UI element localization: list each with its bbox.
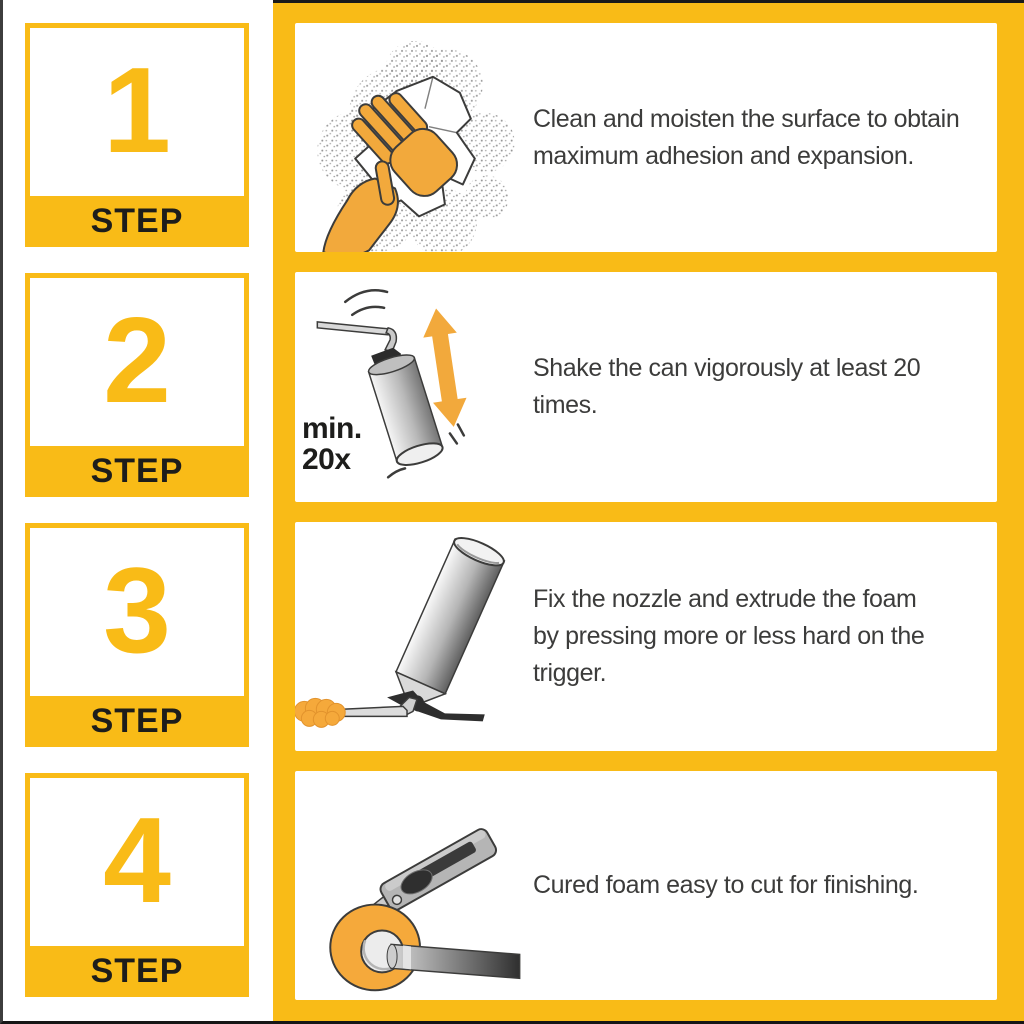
clean-surface-illustration bbox=[295, 23, 535, 252]
step-label-band bbox=[25, 446, 249, 497]
instruction-panel-2 bbox=[295, 272, 997, 501]
extrude-foam-illustration bbox=[295, 522, 535, 751]
step-box-4 bbox=[25, 773, 249, 997]
step-box-2 bbox=[25, 273, 249, 497]
wipe-surface-icon bbox=[295, 23, 535, 252]
instruction-line: times. bbox=[533, 390, 598, 419]
straw-adapter-icon bbox=[317, 322, 388, 335]
min-20x-annotation bbox=[302, 413, 362, 475]
foam-bead-icon bbox=[295, 698, 345, 727]
instruction-line: Cured foam easy to cut for finishing. bbox=[533, 870, 919, 899]
step-label-band bbox=[25, 196, 249, 247]
cut-foam-illustration bbox=[295, 771, 535, 1000]
instruction-column bbox=[273, 0, 1024, 1021]
step-number: 2 bbox=[103, 292, 171, 428]
annotation-20x: 20x bbox=[302, 443, 351, 477]
instruction-text bbox=[533, 350, 920, 424]
step-number: 4 bbox=[103, 792, 171, 928]
instruction-line: Fix the nozzle and extrude the foam bbox=[533, 584, 917, 613]
instruction-line: Clean and moisten the surface to obtain bbox=[533, 104, 960, 133]
step-box-3 bbox=[25, 523, 249, 747]
cut-foam-icon bbox=[295, 771, 535, 1000]
instruction-line: Shake the can vigorously at least 20 bbox=[533, 353, 921, 382]
instruction-line: trigger. bbox=[533, 658, 607, 687]
foam-can-icon bbox=[367, 351, 445, 469]
instruction-panel-3 bbox=[295, 522, 997, 751]
step-label: STEP bbox=[90, 202, 184, 240]
step-label-band bbox=[25, 696, 249, 747]
step-number: 3 bbox=[103, 542, 171, 678]
instruction-text bbox=[533, 581, 924, 692]
step-label: STEP bbox=[90, 952, 184, 990]
instruction-text bbox=[533, 867, 918, 904]
straw-elbow bbox=[385, 328, 396, 352]
step-label: STEP bbox=[90, 702, 184, 740]
foam-gun-icon bbox=[295, 522, 535, 751]
step-label: STEP bbox=[90, 452, 184, 490]
instruction-line: maximum adhesion and expansion. bbox=[533, 141, 914, 170]
step-box-1 bbox=[25, 23, 249, 247]
instruction-panel-1 bbox=[295, 23, 997, 252]
instruction-panel-4 bbox=[295, 771, 997, 1000]
annotation-min: min. bbox=[302, 412, 362, 446]
instruction-line: by pressing more or less hard on the bbox=[533, 621, 925, 650]
instruction-text bbox=[533, 101, 959, 175]
inverted-can-icon bbox=[385, 532, 507, 718]
step-rail bbox=[3, 0, 273, 1021]
step-label-band bbox=[25, 946, 249, 997]
nozzle-tube-icon bbox=[339, 706, 407, 716]
step-number: 1 bbox=[103, 42, 171, 178]
